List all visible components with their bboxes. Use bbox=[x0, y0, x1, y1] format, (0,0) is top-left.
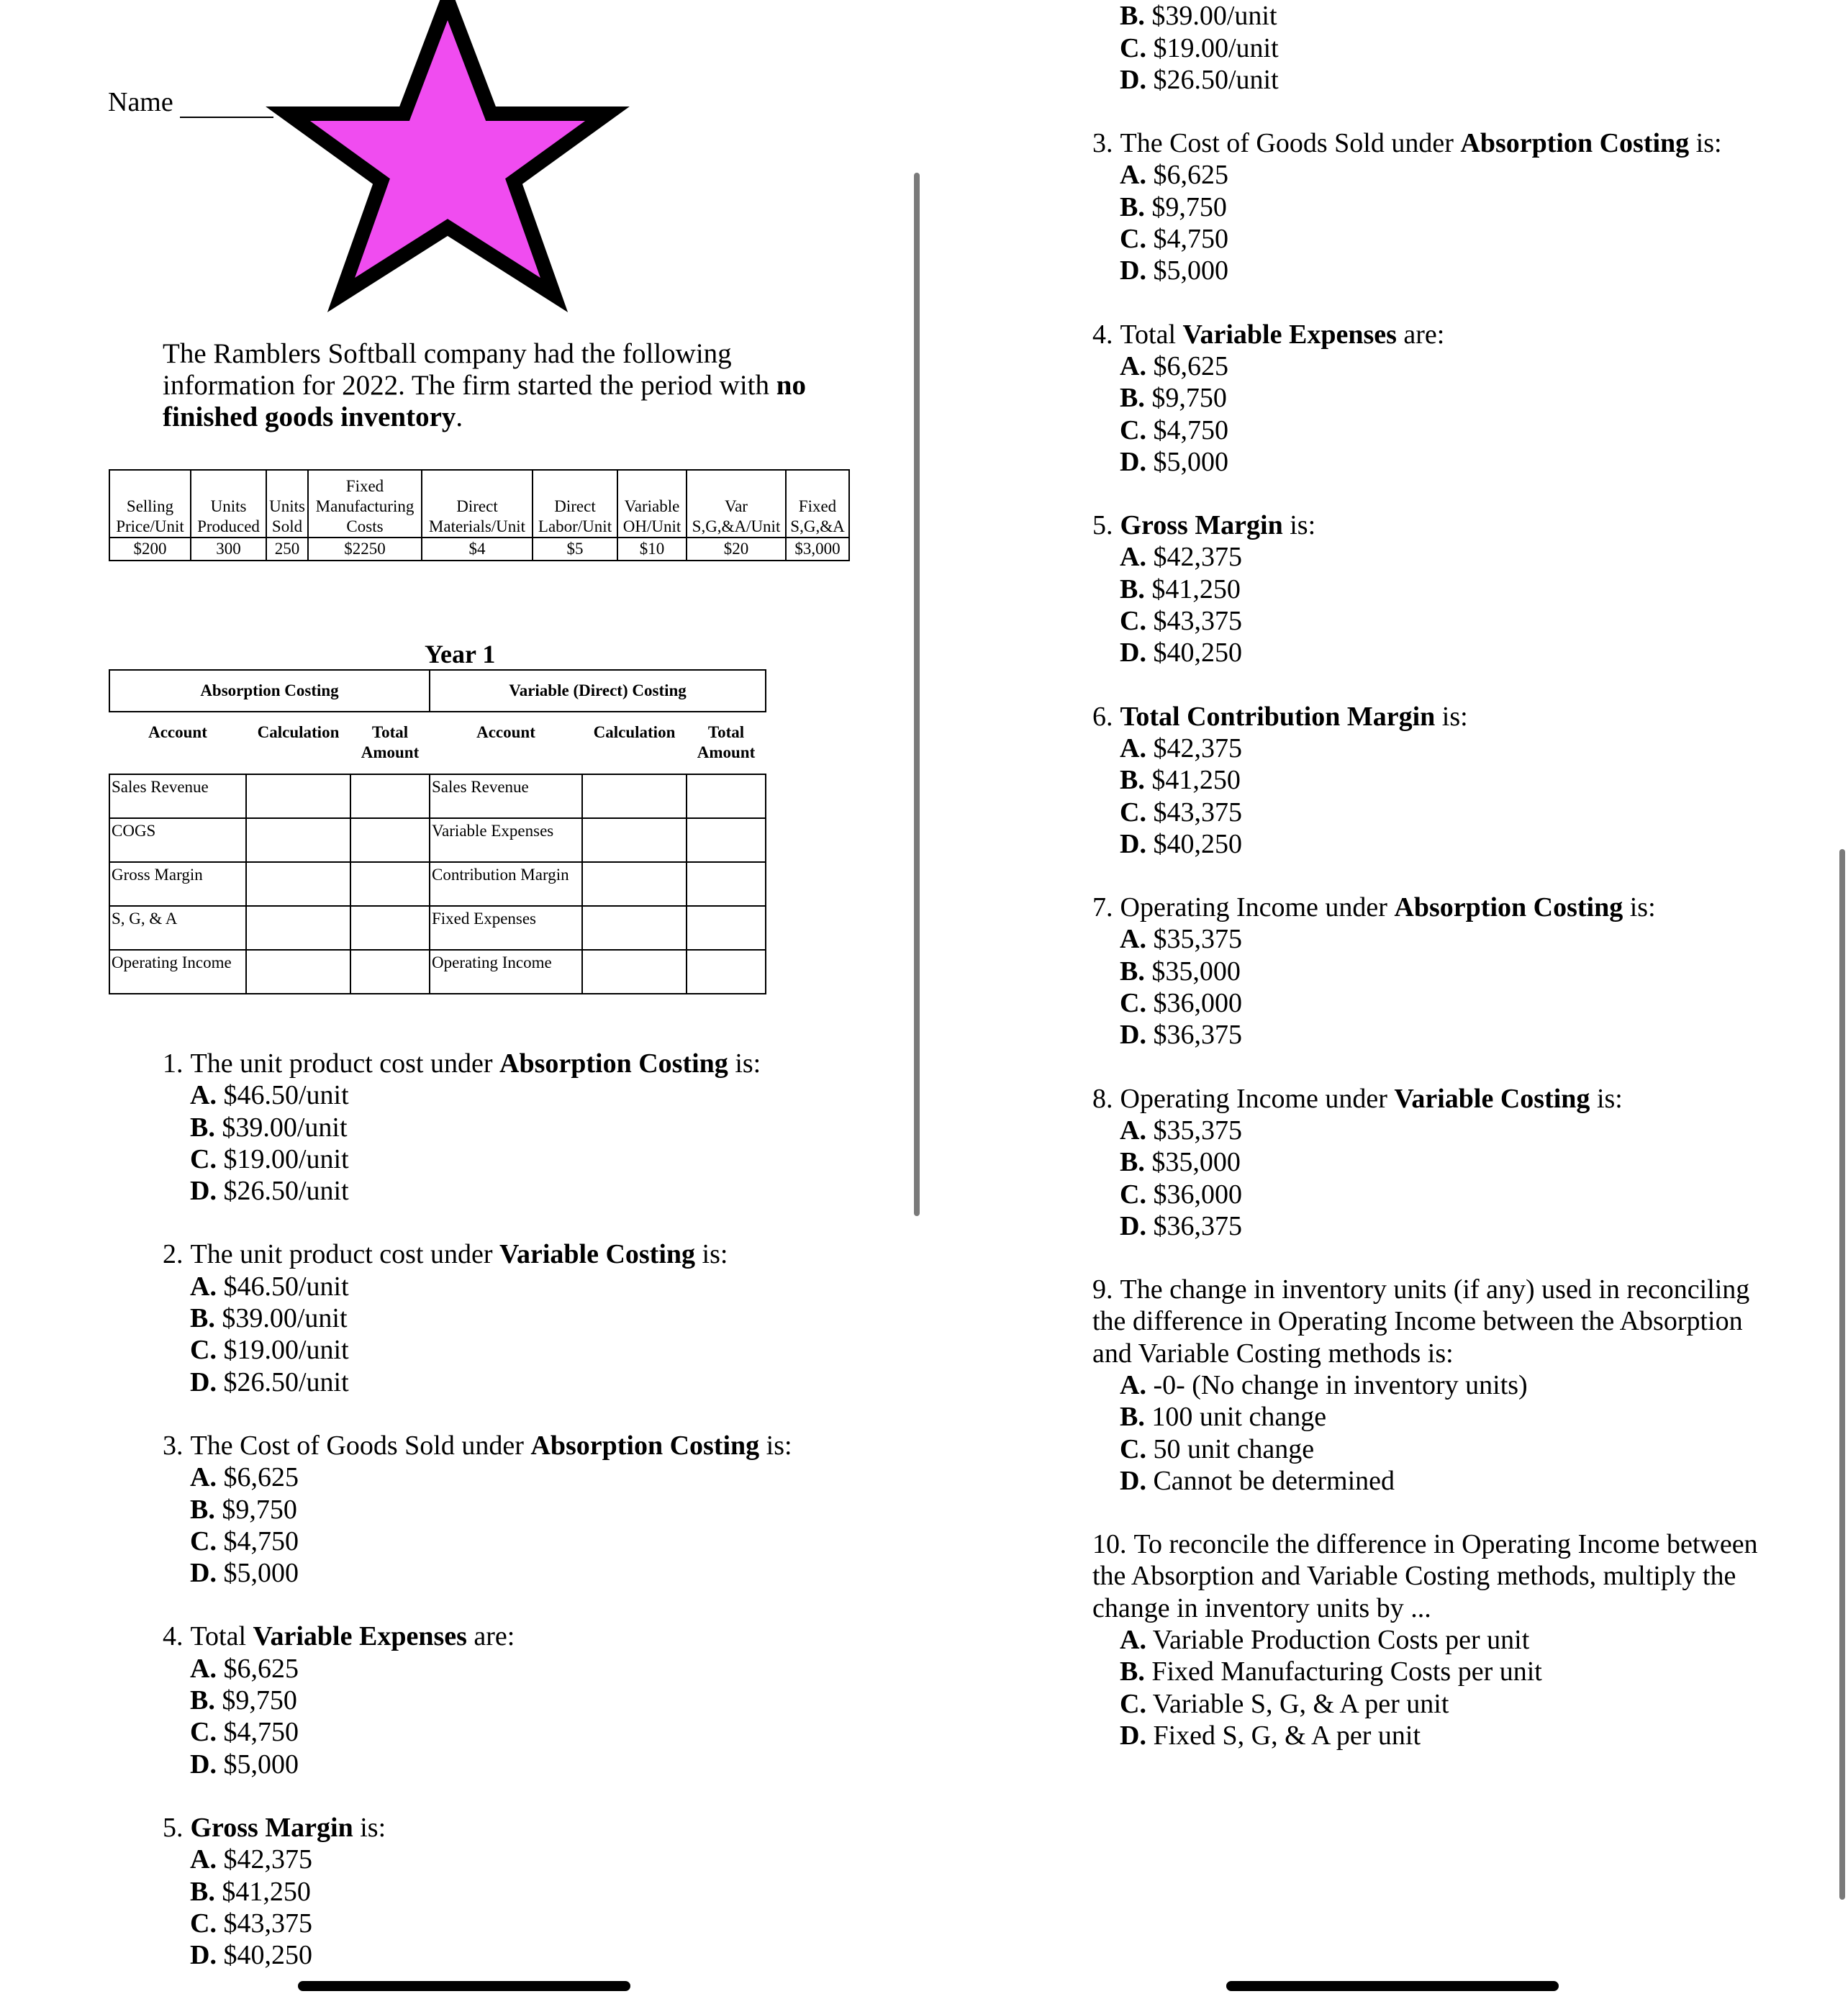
blank-cell bbox=[246, 862, 350, 906]
header-direct-materials: Direct Materials/Unit bbox=[422, 470, 533, 538]
blank-cell bbox=[246, 950, 350, 994]
answer-option: B. $39.00/unit bbox=[1120, 1, 1277, 32]
answer-option: B. $9,750 bbox=[190, 1494, 297, 1525]
account-cell: Variable Expenses bbox=[430, 818, 582, 862]
blank-cell bbox=[687, 818, 766, 862]
blank-cell bbox=[582, 818, 687, 862]
answer-option: D. $40,250 bbox=[1120, 638, 1242, 668]
header-fixed-sga: Fixed S,G,&A bbox=[786, 470, 849, 538]
costing-worksheet bbox=[109, 669, 766, 994]
column-header: Account bbox=[476, 723, 535, 741]
question-2 bbox=[163, 1238, 918, 1397]
blank-cell bbox=[582, 950, 687, 994]
absorption-costing-title: Absorption Costing bbox=[109, 670, 430, 712]
question-list-left bbox=[163, 1048, 918, 1999]
answer-option: B. 100 unit change bbox=[1120, 1402, 1327, 1433]
answer-option: A. $6,625 bbox=[190, 1653, 299, 1684]
question-3 bbox=[1092, 127, 1783, 286]
blank-cell bbox=[246, 818, 350, 862]
question-stem: 9. The change in inventory units (if any) used in reconciling the difference in Operating Income between the Absorption and Variable Costing methods is: bbox=[1092, 1274, 1750, 1369]
question-stem: 4. Total Variable Expenses are: bbox=[1092, 319, 1445, 350]
answer-option: C. $43,375 bbox=[190, 1908, 312, 1939]
question-stem: 8. Operating Income under Variable Costing is: bbox=[1092, 1083, 1623, 1114]
answer-option: C. $19.00/unit bbox=[190, 1143, 349, 1174]
header-selling-price: Selling Price/Unit bbox=[109, 470, 191, 538]
question-stem: 3. The Cost of Goods Sold under Absorption Costing is: bbox=[163, 1430, 792, 1461]
blank-cell bbox=[687, 950, 766, 994]
question-1 bbox=[163, 1048, 918, 1207]
answer-option: B. $35,000 bbox=[1120, 956, 1241, 987]
company-data-table bbox=[109, 469, 850, 561]
blank-cell bbox=[350, 950, 430, 994]
blank-cell bbox=[246, 906, 350, 950]
question-stem: 1. The unit product cost under Absorption Costing is: bbox=[163, 1048, 761, 1079]
question-7 bbox=[1092, 892, 1783, 1051]
account-cell: COGS bbox=[109, 818, 246, 862]
header-fixed-manufacturing: Fixed Manufacturing Costs bbox=[308, 470, 422, 538]
answer-option: D. $26.50/unit bbox=[1120, 64, 1279, 95]
answer-option: D. $5,000 bbox=[190, 1749, 299, 1780]
answer-option: A. $42,375 bbox=[1120, 542, 1242, 573]
answer-option: A. $42,375 bbox=[190, 1844, 312, 1875]
answer-option: C. $19.00/unit bbox=[1120, 32, 1279, 63]
answer-option: C. $43,375 bbox=[1120, 797, 1242, 828]
answer-option: A. $46.50/unit bbox=[190, 1080, 349, 1111]
question-5 bbox=[163, 1812, 918, 1971]
question-3 bbox=[163, 1430, 918, 1589]
answer-option: C. $19.00/unit bbox=[190, 1335, 349, 1366]
question-stem: 4. Total Variable Expenses are: bbox=[163, 1621, 515, 1652]
answer-option: A. $35,375 bbox=[1120, 924, 1242, 955]
answer-option: D. $36,375 bbox=[1120, 1020, 1242, 1051]
question-stem: 5. Gross Margin is: bbox=[163, 1812, 386, 1843]
blank-cell bbox=[687, 774, 766, 818]
header-variable-oh: Variable OH/Unit bbox=[617, 470, 687, 538]
blank-cell bbox=[350, 774, 430, 818]
table-row bbox=[109, 774, 766, 818]
blank-cell bbox=[582, 906, 687, 950]
answer-option: B. Fixed Manufacturing Costs per unit bbox=[1120, 1656, 1542, 1687]
answer-option: C. 50 unit change bbox=[1120, 1433, 1315, 1464]
blank-cell bbox=[350, 862, 430, 906]
account-cell: Operating Income bbox=[109, 950, 246, 994]
vertical-scrollbar[interactable] bbox=[914, 173, 920, 1216]
blank-cell bbox=[350, 906, 430, 950]
answer-option: B. $41,250 bbox=[1120, 765, 1241, 796]
answer-option: A. -0- (No change in inventory units) bbox=[1120, 1369, 1528, 1400]
answer-option: B. $41,250 bbox=[190, 1876, 311, 1907]
table-cell: $4 bbox=[422, 538, 533, 561]
header-units-sold: Units Sold bbox=[266, 470, 308, 538]
table-cell: $3,000 bbox=[786, 538, 849, 561]
answer-option: C. $4,750 bbox=[1120, 414, 1228, 445]
answer-option: D. $26.50/unit bbox=[190, 1176, 349, 1207]
answer-option: B. $9,750 bbox=[1120, 191, 1227, 222]
answer-option: C. $43,375 bbox=[1120, 606, 1242, 637]
blank-cell bbox=[582, 862, 687, 906]
table-cell: $200 bbox=[109, 538, 191, 561]
answer-option: B. $39.00/unit bbox=[190, 1303, 348, 1334]
answer-option: B. $41,250 bbox=[1120, 574, 1241, 604]
answer-option: D. $5,000 bbox=[190, 1558, 299, 1589]
blank-cell bbox=[246, 774, 350, 818]
answer-option: C. $4,750 bbox=[1120, 224, 1228, 255]
answer-option: A. $46.50/unit bbox=[190, 1271, 349, 1302]
answer-option: A. $35,375 bbox=[1120, 1115, 1242, 1146]
answer-option: D. Cannot be determined bbox=[1120, 1465, 1395, 1496]
table-cell: 300 bbox=[191, 538, 266, 561]
table-row bbox=[109, 818, 766, 862]
home-indicator-bar[interactable] bbox=[1226, 1981, 1559, 1991]
question-stem: 6. Total Contribution Margin is: bbox=[1092, 701, 1468, 732]
question-4 bbox=[1092, 319, 1783, 478]
name-label: Name bbox=[108, 87, 173, 117]
answer-option: D. Fixed S, G, & A per unit bbox=[1120, 1720, 1421, 1751]
question-9 bbox=[1092, 1274, 1783, 1497]
intro-paragraph: The Ramblers Softball company had the following information for 2022. The firm started the period with no finished goods inventory. bbox=[163, 338, 806, 432]
vertical-scrollbar[interactable] bbox=[1839, 849, 1845, 1900]
blank-cell bbox=[350, 818, 430, 862]
answer-option: B. $35,000 bbox=[1120, 1147, 1241, 1178]
answer-option: C. $4,750 bbox=[190, 1526, 299, 1556]
answer-option: D. $26.50/unit bbox=[190, 1366, 349, 1397]
answer-option: A. $6,625 bbox=[1120, 160, 1228, 191]
column-header: Calculation bbox=[593, 723, 676, 741]
account-cell: Sales Revenue bbox=[430, 774, 582, 818]
account-cell: Operating Income bbox=[430, 950, 582, 994]
table-row bbox=[109, 538, 849, 561]
table-row bbox=[109, 862, 766, 906]
right-page-view[interactable] bbox=[924, 0, 1848, 1999]
table-cell: $5 bbox=[533, 538, 617, 561]
answer-option: B. $9,750 bbox=[190, 1685, 297, 1716]
question-stem: 2. The unit product cost under Variable Costing is: bbox=[163, 1239, 728, 1270]
account-cell: Fixed Expenses bbox=[430, 906, 582, 950]
answer-option: D. $40,250 bbox=[1120, 828, 1242, 859]
column-header: Calculation bbox=[257, 723, 340, 741]
table-cell: 250 bbox=[266, 538, 308, 561]
star-icon bbox=[259, 0, 633, 324]
blank-cell bbox=[687, 906, 766, 950]
answer-option: D. $5,000 bbox=[1120, 446, 1228, 477]
header-direct-labor: Direct Labor/Unit bbox=[533, 470, 617, 538]
table-cell: $20 bbox=[687, 538, 786, 561]
question-10 bbox=[1092, 1528, 1783, 1751]
question-stem: 10. To reconcile the difference in Operating Income between the Absorption and Variable Costing methods, multiply the change in inventory units by ... bbox=[1092, 1529, 1758, 1623]
question-list-right bbox=[1092, 0, 1783, 1783]
answer-option: B. $39.00/unit bbox=[190, 1112, 348, 1143]
answer-option: B. $9,750 bbox=[1120, 383, 1227, 414]
year-title: Year 1 bbox=[425, 640, 496, 668]
blank-cell bbox=[687, 862, 766, 906]
question-stem: 7. Operating Income under Absorption Costing is: bbox=[1092, 892, 1656, 923]
account-cell: Gross Margin bbox=[109, 862, 246, 906]
table-row bbox=[109, 906, 766, 950]
table-cell: $10 bbox=[617, 538, 687, 561]
question-stem: 3. The Cost of Goods Sold under Absorption Costing is: bbox=[1092, 128, 1722, 159]
column-header: Total Amount bbox=[361, 723, 420, 761]
answer-option: C. Variable S, G, & A per unit bbox=[1120, 1688, 1449, 1719]
answer-option: D. $36,375 bbox=[1120, 1210, 1242, 1241]
blank-cell bbox=[582, 774, 687, 818]
answer-option: A. $42,375 bbox=[1120, 733, 1242, 763]
question-6 bbox=[1092, 701, 1783, 860]
home-indicator-bar[interactable] bbox=[298, 1981, 630, 1991]
answer-option: C. $36,000 bbox=[1120, 988, 1242, 1019]
table-cell: $2250 bbox=[308, 538, 422, 561]
account-cell: Sales Revenue bbox=[109, 774, 246, 818]
question-4 bbox=[163, 1620, 918, 1780]
answer-option: C. $36,000 bbox=[1120, 1179, 1242, 1210]
question-5 bbox=[1092, 509, 1783, 668]
column-header: Account bbox=[148, 723, 207, 741]
answer-option: D. $40,250 bbox=[190, 1940, 312, 1971]
header-var-sga: Var S,G,&A/Unit bbox=[687, 470, 786, 538]
account-cell: S, G, & A bbox=[109, 906, 246, 950]
table-row bbox=[109, 950, 766, 994]
answer-option: A. $6,625 bbox=[1120, 350, 1228, 381]
account-cell: Contribution Margin bbox=[430, 862, 582, 906]
answer-option: A. Variable Production Costs per unit bbox=[1120, 1625, 1530, 1656]
question-stem: 5. Gross Margin is: bbox=[1092, 510, 1316, 541]
answer-option: D. $5,000 bbox=[1120, 255, 1228, 286]
header-units-produced: Units Produced bbox=[191, 470, 266, 538]
question-2 bbox=[1092, 0, 1783, 96]
question-8 bbox=[1092, 1083, 1783, 1242]
answer-option: A. $6,625 bbox=[190, 1462, 299, 1493]
column-header: Total Amount bbox=[697, 723, 756, 761]
variable-costing-title: Variable (Direct) Costing bbox=[430, 670, 766, 712]
answer-option: C. $4,750 bbox=[190, 1717, 299, 1748]
